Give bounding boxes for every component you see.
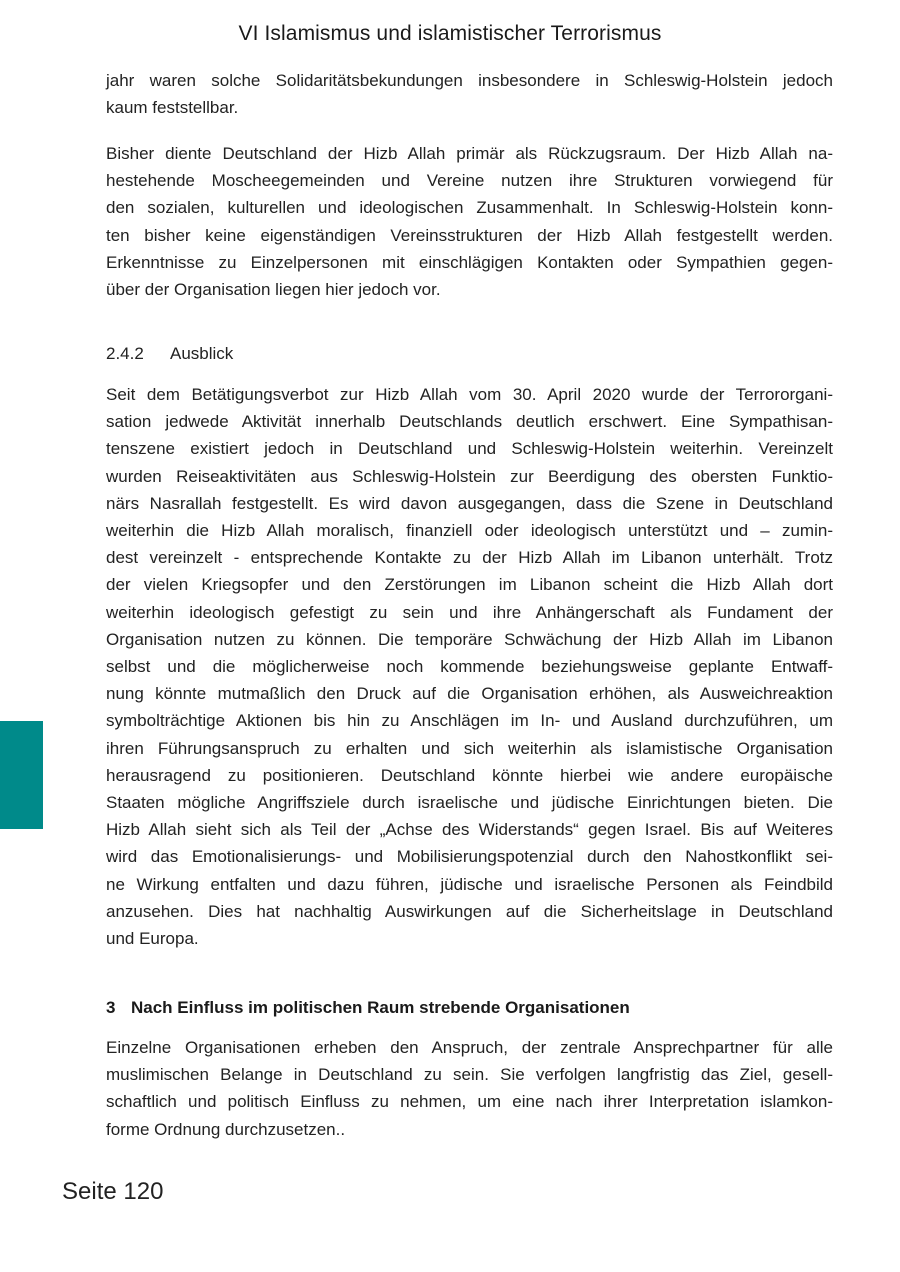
- chapter-marker-tab: [0, 721, 43, 829]
- paragraph-1: [106, 67, 833, 121]
- section-heading-3: [106, 996, 630, 1020]
- text-line: symbolträchtige Aktionen bis hin zu Anschlägen im In- und Ausland durchzuführen, um: [106, 711, 833, 731]
- text-line: muslimischen Belange in Deutschland zu sein. Sie verfolgen langfristig das Ziel, gesell-: [106, 1065, 833, 1085]
- text-line: kaum feststellbar.: [106, 98, 239, 118]
- text-line: närs Nasrallah festgestellt. Es wird davon ausgegangen, dass die Szene in Deutschland: [106, 493, 833, 513]
- text-line: Hizb Allah sieht sich als Teil der „Achse des Widerstands“ gegen Israel. Bis auf Weiteres: [106, 820, 833, 840]
- paragraph-4: [106, 1034, 833, 1143]
- text-line: der vielen Kriegsopfer und den Zerstörungen im Libanon scheint die Hizb Allah dort: [106, 575, 833, 595]
- text-line: herausragend zu positionieren. Deutschland könnte hierbei wie andere europäische: [106, 765, 833, 785]
- paragraph-3: [106, 381, 833, 952]
- section-number: 3: [106, 998, 116, 1017]
- text-line: über der Organisation liegen hier jedoch vor.: [106, 280, 441, 300]
- text-line: sation jedwede Aktivität innerhalb Deutschlands deutlich erschwert. Eine Sympathisan-: [106, 412, 833, 432]
- text-line: anzusehen. Dies hat nachhaltig Auswirkungen auf die Sicherheitslage in Deutschland: [106, 901, 833, 921]
- section-heading-2-4-2: [106, 342, 233, 366]
- page-number: Seite 120: [62, 1178, 164, 1205]
- text-line: Erkenntnisse zu Einzelpersonen mit einschlägigen Kontakten oder Sympathien gegen-: [106, 252, 833, 272]
- text-line: ten bisher keine eigenständigen Vereinsstrukturen der Hizb Allah festgestellt werden.: [106, 225, 833, 245]
- text-line: Seit dem Betätigungsverbot zur Hizb Allah vom 30. April 2020 wurde der Terrororgani-: [106, 385, 833, 404]
- text-line: ne Wirkung entfalten und dazu führen, jüdische und israelische Personen als Feindbild: [106, 874, 833, 894]
- text-line: schaftlich und politisch Einfluss zu nehmen, um eine nach ihrer Interpretation islamkon-: [106, 1092, 833, 1112]
- section-title: Nach Einfluss im politischen Raum strebende Organisationen: [131, 998, 630, 1017]
- text-line: nung könnte mutmaßlich den Druck auf die Organisation erhöhen, als Ausweichreaktion: [106, 684, 833, 704]
- text-line: den sozialen, kulturellen und ideologischen Zusammenhalt. In Schleswig-Holstein konn-: [106, 198, 833, 218]
- text-line: Einzelne Organisationen erheben den Anspruch, der zentrale Ansprechpartner für alle: [106, 1038, 833, 1057]
- text-line: weiterhin die Hizb Allah moralisch, finanziell oder ideologisch unterstützt und – zumin-: [106, 521, 833, 541]
- text-line: Bisher diente Deutschland der Hizb Allah primär als Rückzugsraum. Der Hizb Allah na-: [106, 144, 833, 163]
- text-line: Organisation nutzen zu können. Die temporäre Schwächung der Hizb Allah im Libanon: [106, 629, 833, 649]
- text-line: selbst und die möglicherweise noch kommende beziehungsweise geplante Entwaff-: [106, 657, 833, 677]
- section-title: Ausblick: [170, 344, 234, 363]
- text-line: dest vereinzelt - entsprechende Kontakte zu der Hizb Allah im Libanon unterhält. Trotz: [106, 548, 833, 568]
- text-line: wird das Emotionalisierungs- und Mobilisierungspotenzial durch den Nahostkonflikt sei-: [106, 847, 833, 867]
- text-line: und Europa.: [106, 929, 199, 949]
- text-line: wurden Reiseaktivitäten aus Schleswig-Holstein zur Beerdigung des obersten Funktio-: [106, 466, 833, 486]
- text-line: hestehende Moscheegemeinden und Vereine nutzen ihre Strukturen vorwiegend für: [106, 171, 833, 191]
- text-line: ihren Führungsanspruch zu erhalten und sich weiterhin als islamistische Organisation: [106, 738, 833, 758]
- text-line: weiterhin ideologisch gefestigt zu sein und ihre Anhängerschaft als Fundament der: [106, 602, 833, 622]
- text-line: forme Ordnung durchzusetzen..: [106, 1119, 346, 1139]
- running-header: VI Islamismus und islamistischer Terrorismus: [238, 22, 662, 45]
- paragraph-2: [106, 140, 833, 303]
- text-line: jahr waren solche Solidaritätsbekundungen insbesondere in Schleswig-Holstein jedoch: [106, 71, 833, 90]
- text-line: Staaten mögliche Angriffsziele durch israelische und jüdische Einrichtungen bieten. Die: [106, 793, 833, 813]
- section-number: 2.4.2: [106, 344, 144, 363]
- text-line: tenszene existiert jedoch in Deutschland und Schleswig-Holstein weiterhin. Vereinzelt: [106, 439, 833, 459]
